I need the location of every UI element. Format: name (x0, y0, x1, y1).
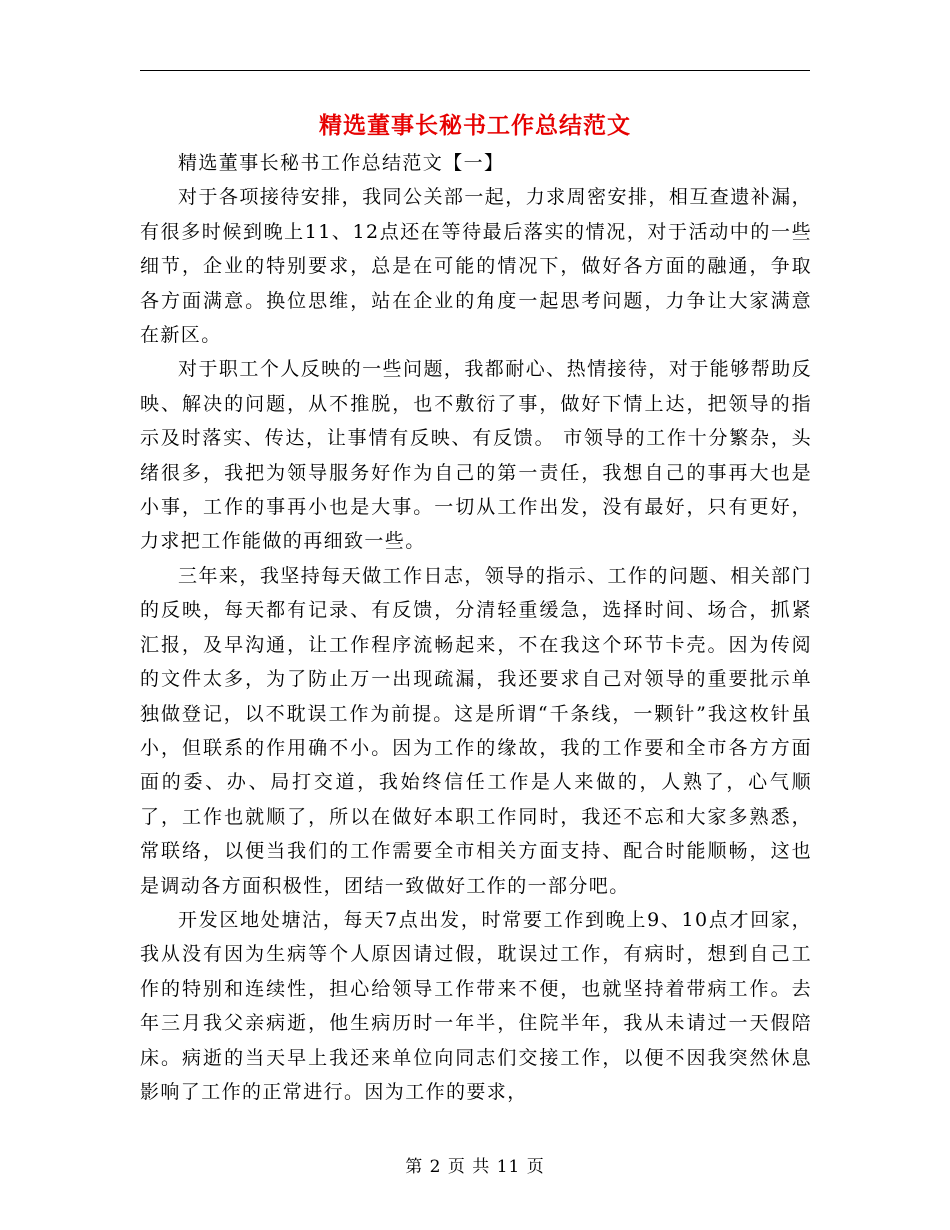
document-body (140, 146, 812, 1109)
paragraph: 三年来，我坚持每天做工作日志，领导的指示、工作的问题、相关部门的反映，每天都有记录、有反馈，分清轻重缓急，选择时间、场合，抓紧汇报，及早沟通，让工作程序流畅起来，不在我这个环节卡壳。因为传阅的文件太多，为了防止万一出现疏漏，我还要求自己对领导的重要批示单独做登记，以不耽误工作为前提。这是所谓“千条线，一颗针”我这枚针虽小，但联系的作用确不小。因为工作的缘故，我的工作要和全市各方方面面的委、办、局打交道，我始终信任工作是人来做的，人熟了，心气顺了，工作也就顺了，所以在做好本职工作同时，我还不忘和大家多熟悉，常联络，以便当我们的工作需要全市相关方面支持、配合时能顺畅，这也是调动各方面积极性，团结一致做好工作的一部分吧。 (140, 564, 812, 897)
paragraph: 对于职工个人反映的一些问题，我都耐心、热情接待，对于能够帮助反映、解决的问题，从不推脱，也不敷衍了事，做好下情上达，把领导的指示及时落实、传达，让事情有反映、有反馈。 市领导的工作十分繁杂，头绪很多，我把为领导服务好作为自己的第一责任，我想自己的事再大也是小事，工作的事再小也是大事。一切从工作出发，没有最好，只有更好，力求把工作能做的再细致一些。 (140, 358, 812, 553)
section-heading: 精选董事长秘书工作总结范文【一】 (178, 152, 505, 174)
paragraph: 对于各项接待安排，我同公关部一起，力求周密安排，相互查遗补漏，有很多时候到晚上11、12点还在等待最后落实的情况，对于活动中的一些细节，企业的特别要求，总是在可能的情况下，做好各方面的融通，争取各方面满意。换位思维，站在企业的角度一起思考问题，力争让大家满意在新区。 (140, 186, 812, 347)
header-rule (140, 70, 810, 71)
page-footer (0, 1152, 950, 1177)
document-title: 精选董事长秘书工作总结范文 (319, 112, 631, 139)
paragraph: 开发区地处塘沽，每天7点出发，时常要工作到晚上9、10点才回家，我从没有因为生病等个人原因请过假，耽误过工作，有病时，想到自己工作的特别和连续性，担心给领导工作带来不便，也就坚持着带病工作。去年三月我父亲病逝，他生病历时一年半，住院半年，我从未请过一天假陪床。病逝的当天早上我还来单位向同志们交接工作，以便不因我突然休息影响了工作的正常进行。因为工作的要求， (140, 908, 812, 1103)
page-number: 第 2 页 共 11 页 (405, 1157, 545, 1177)
